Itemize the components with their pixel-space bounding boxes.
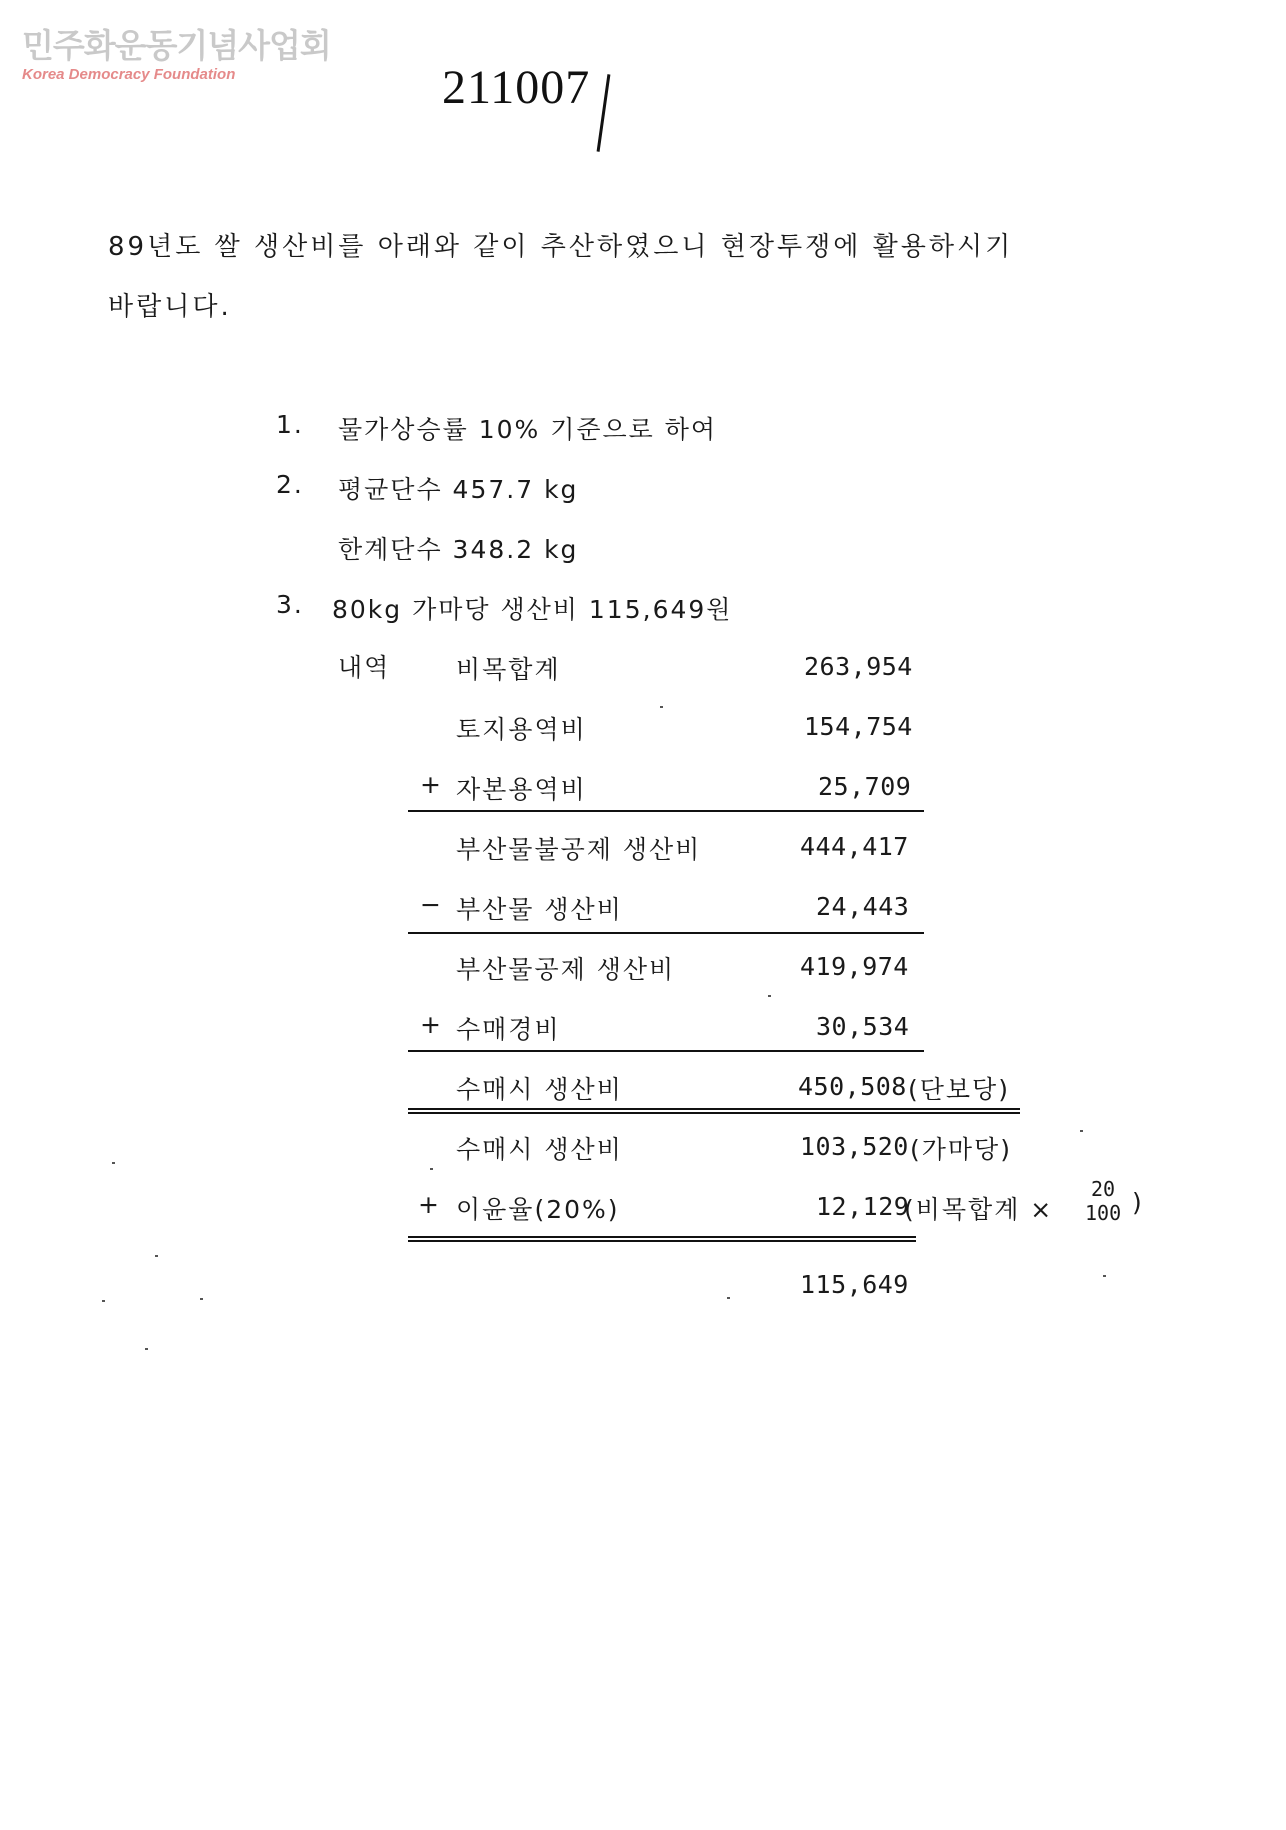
scan-speck xyxy=(430,1168,433,1170)
fraction-numerator: 20 xyxy=(1091,1177,1116,1201)
watermark-korean: 민주화운동기념사업회 xyxy=(22,26,331,65)
watermark-english: Korea Democracy Foundation xyxy=(22,66,236,83)
fraction-close: ) xyxy=(1132,1188,1144,1217)
scan-speck xyxy=(660,706,663,708)
item-3-text: 80kg 가마당 생산비 115,649원 xyxy=(332,595,733,624)
row-value: 24,443 xyxy=(816,892,910,921)
row-operator: + xyxy=(418,1190,439,1219)
row-label: 부산물불공제 생산비 xyxy=(456,835,702,864)
document-number: 211007 xyxy=(442,61,591,114)
scan-speck xyxy=(112,1162,115,1164)
total-value: 115,649 xyxy=(800,1270,909,1299)
scan-speck xyxy=(727,1297,730,1299)
row-operator: − xyxy=(420,890,441,919)
breakdown-heading: 내역 xyxy=(338,653,391,682)
scan-speck xyxy=(155,1255,158,1257)
row-note: (비목합계 × xyxy=(904,1195,1054,1224)
item-2-number: 2. xyxy=(276,470,304,499)
row-label: 비목합계 xyxy=(456,655,561,684)
row-label: 토지용역비 xyxy=(456,715,587,744)
document-number-stroke xyxy=(597,74,611,152)
row-label: 부산물 생산비 xyxy=(456,895,623,924)
row-note: (가마당) xyxy=(910,1135,1012,1164)
row-value: 263,954 xyxy=(804,652,913,681)
scan-speck xyxy=(200,1298,203,1300)
row-value: 450,508 xyxy=(798,1072,907,1101)
item-1-text: 물가상승률 10% 기준으로 하여 xyxy=(338,415,718,444)
row-label: 수매시 생산비 xyxy=(456,1135,623,1164)
row-note: (단보당) xyxy=(908,1075,1010,1104)
intro-line-2: 바랍니다. xyxy=(108,292,232,322)
scan-speck xyxy=(1103,1275,1106,1277)
row-value: 25,709 xyxy=(818,772,912,801)
scan-speck xyxy=(145,1348,148,1350)
item-2-sub-text: 한계단수 348.2 kg xyxy=(338,535,579,564)
sum-rule xyxy=(408,810,924,812)
item-3-number: 3. xyxy=(276,590,304,619)
fraction xyxy=(1085,1177,1121,1225)
scan-speck xyxy=(102,1300,105,1302)
row-value: 419,974 xyxy=(800,952,909,981)
row-operator: + xyxy=(420,770,441,799)
fraction-denominator: 100 xyxy=(1085,1201,1122,1225)
item-1-number: 1. xyxy=(276,410,304,439)
sum-rule xyxy=(408,1050,924,1052)
row-value: 103,520 xyxy=(800,1132,909,1161)
row-label: 수매시 생산비 xyxy=(456,1075,623,1104)
row-value: 30,534 xyxy=(816,1012,910,1041)
row-value: 444,417 xyxy=(800,832,909,861)
subtract-rule xyxy=(408,932,924,934)
scan-speck xyxy=(1080,1130,1083,1132)
row-label: 이윤율(20%) xyxy=(456,1195,620,1224)
item-2-text: 평균단수 457.7 kg xyxy=(338,475,579,504)
row-operator: + xyxy=(420,1010,441,1039)
total-double-rule xyxy=(408,1236,916,1242)
double-rule xyxy=(408,1108,1020,1114)
row-value: 12,129 xyxy=(816,1192,910,1221)
intro-line-1: 89년도 쌀 생산비를 아래와 같이 추산하였으니 현장투쟁에 활용하시기 xyxy=(108,232,1014,262)
row-label: 수매경비 xyxy=(456,1015,561,1044)
row-label: 자본용역비 xyxy=(456,775,587,804)
row-value: 154,754 xyxy=(804,712,913,741)
scan-speck xyxy=(768,995,771,997)
row-label: 부산물공제 생산비 xyxy=(456,955,676,984)
